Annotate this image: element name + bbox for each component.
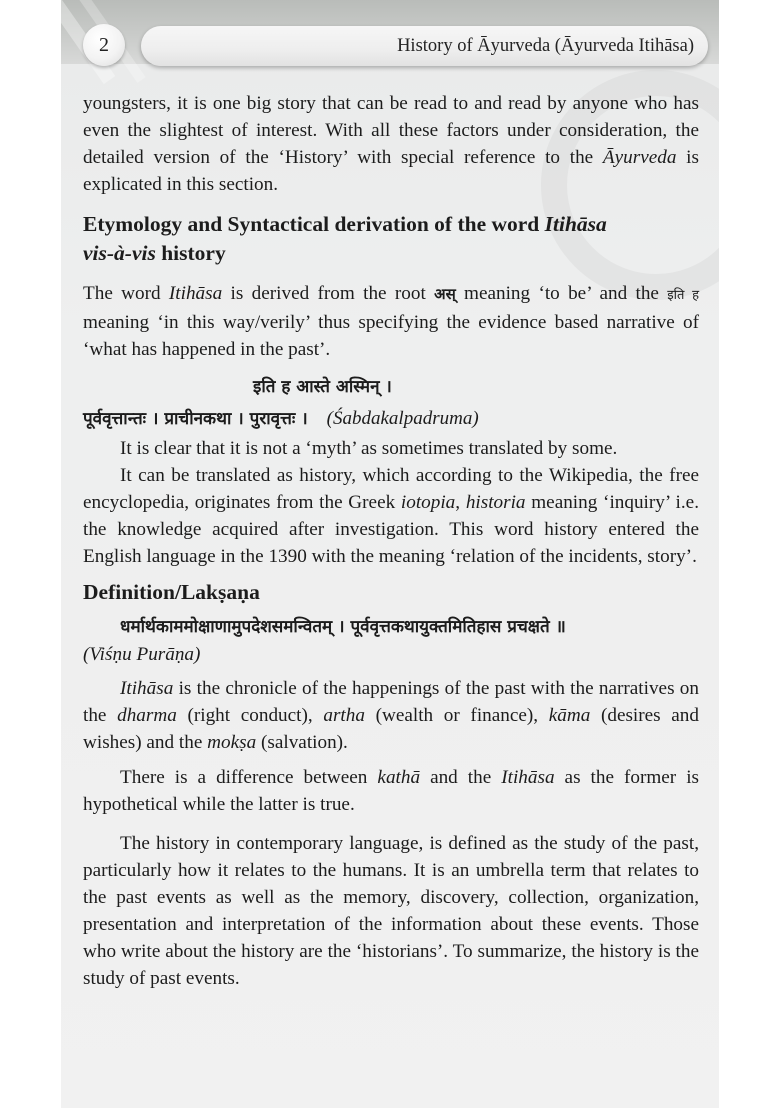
italic-term: Itihāsa xyxy=(120,678,174,699)
page-number: 2 xyxy=(99,33,109,56)
spacer xyxy=(83,667,699,675)
section-heading-definition: Definition/Lakṣaṇa xyxy=(83,580,260,604)
italic-term: historia xyxy=(465,492,526,513)
verse-source-line xyxy=(83,643,699,667)
sanskrit-verse-line-1 xyxy=(83,371,699,403)
text-run: There is a difference between xyxy=(120,767,378,788)
text-run: (wealth or finance), xyxy=(364,705,549,726)
heading-run: Etymology and Syntactical derivation of the word xyxy=(83,212,545,236)
text-run: meaning ‘to be’ and the xyxy=(455,283,668,304)
italic-term: Itihāsa xyxy=(168,283,223,304)
heading-italic-term: vis-à-vis xyxy=(83,241,156,265)
text-run: meaning ‘in this way/verily’ thus specifying the evidence based narrative of ‘what has happened in the past’. xyxy=(83,312,699,360)
heading-italic-term: Itihāsa xyxy=(544,212,607,236)
text-run: (desires and wishes) and the xyxy=(83,705,699,753)
sanskrit-verse-line-2 xyxy=(83,403,699,435)
text-run: youngsters, it is one big story that can be read to and read by anyone who has even the slightest of interest. With all these factors under consideration, the detailed version of the ‘History’ with special reference to the xyxy=(83,93,699,168)
page-content xyxy=(83,90,699,992)
text-run: It can be translated as history, which according to the Wikipedia, the free encyclopedia, originates from the Greek xyxy=(83,465,699,513)
italic-term: Āyurveda xyxy=(602,147,677,168)
contemporary-history-paragraph xyxy=(83,830,699,992)
wikipedia-paragraph xyxy=(83,462,699,570)
text-run: It is clear that it is not a ‘myth’ as sometimes translated by some. xyxy=(120,438,618,459)
katha-difference-paragraph xyxy=(83,764,699,818)
sanskrit-term: इति ह xyxy=(667,288,699,303)
verse-source-citation: (Śabdakalpadruma) xyxy=(326,408,479,429)
etymology-paragraph xyxy=(83,280,699,363)
text-run: is explicated in this section. xyxy=(83,147,699,195)
italic-term: kāma xyxy=(548,705,591,726)
text-run: and the xyxy=(420,767,502,788)
verse-source-citation: (Viśṇu Purāṇa) xyxy=(83,644,201,665)
section-heading-etymology xyxy=(83,210,699,268)
text-run: (salvation). xyxy=(256,732,348,753)
italic-term: kathā xyxy=(377,767,421,788)
italic-term: iotopia xyxy=(400,492,456,513)
italic-term: artha xyxy=(323,705,365,726)
text-run: as the former is hypothetical while the latter is true. xyxy=(83,767,699,815)
text-run: The history in contemporary language, is defined as the study of the past, particularly how it relates to the humans. It is an umbrella term that relates to the past events as well as the memory, discovery, collection, organization, presentation and interpretation of the information about these events. Those who write about the history are the ‘historians’. To summarize, the history is the study of past events. xyxy=(83,833,699,989)
sanskrit-verse-definition xyxy=(83,611,699,643)
spacer xyxy=(83,268,699,280)
spacer xyxy=(83,198,699,210)
heading-run: history xyxy=(155,241,226,265)
sanskrit-root: अस् xyxy=(434,285,456,303)
text-run: , xyxy=(455,492,466,513)
text-run: (right conduct), xyxy=(176,705,324,726)
sanskrit-text: धर्मार्थकाममोक्षाणामुपदेशसमन्वितम् । पूर्ववृत्तकथायुक्तमितिहास प्रचक्षते ॥ xyxy=(120,617,566,637)
page-number-badge xyxy=(83,24,125,66)
spacer xyxy=(83,756,699,764)
sanskrit-text: पूर्ववृत्तान्तः । प्राचीनकथा । पुरावृत्तः । xyxy=(83,409,308,429)
running-header-title: History of Āyurveda (Āyurveda Itihāsa) xyxy=(397,35,694,56)
myth-paragraph xyxy=(83,435,699,462)
book-page xyxy=(61,0,719,1108)
spacer xyxy=(83,363,699,371)
running-header xyxy=(141,26,708,66)
text-run: The word xyxy=(83,283,169,304)
text-run: is the chronicle of the happenings of the past with the narratives on the xyxy=(83,678,699,726)
intro-paragraph xyxy=(83,90,699,198)
itihasa-chronicle-paragraph xyxy=(83,675,699,756)
italic-term: mokṣa xyxy=(207,732,257,753)
spacer xyxy=(83,818,699,830)
text-run: is derived from the root xyxy=(222,283,435,304)
italic-term: dharma xyxy=(117,705,177,726)
sanskrit-text: इति ह आस्ते अस्मिन् । xyxy=(253,377,392,397)
spacer xyxy=(83,570,699,578)
italic-term: Itihāsa xyxy=(501,767,555,788)
text-run: meaning ‘inquiry’ i.e. the knowledge acquired after investigation. This word history entered the English language in the 1390 with the meaning ‘relation of the incidents, story’. xyxy=(83,492,699,567)
